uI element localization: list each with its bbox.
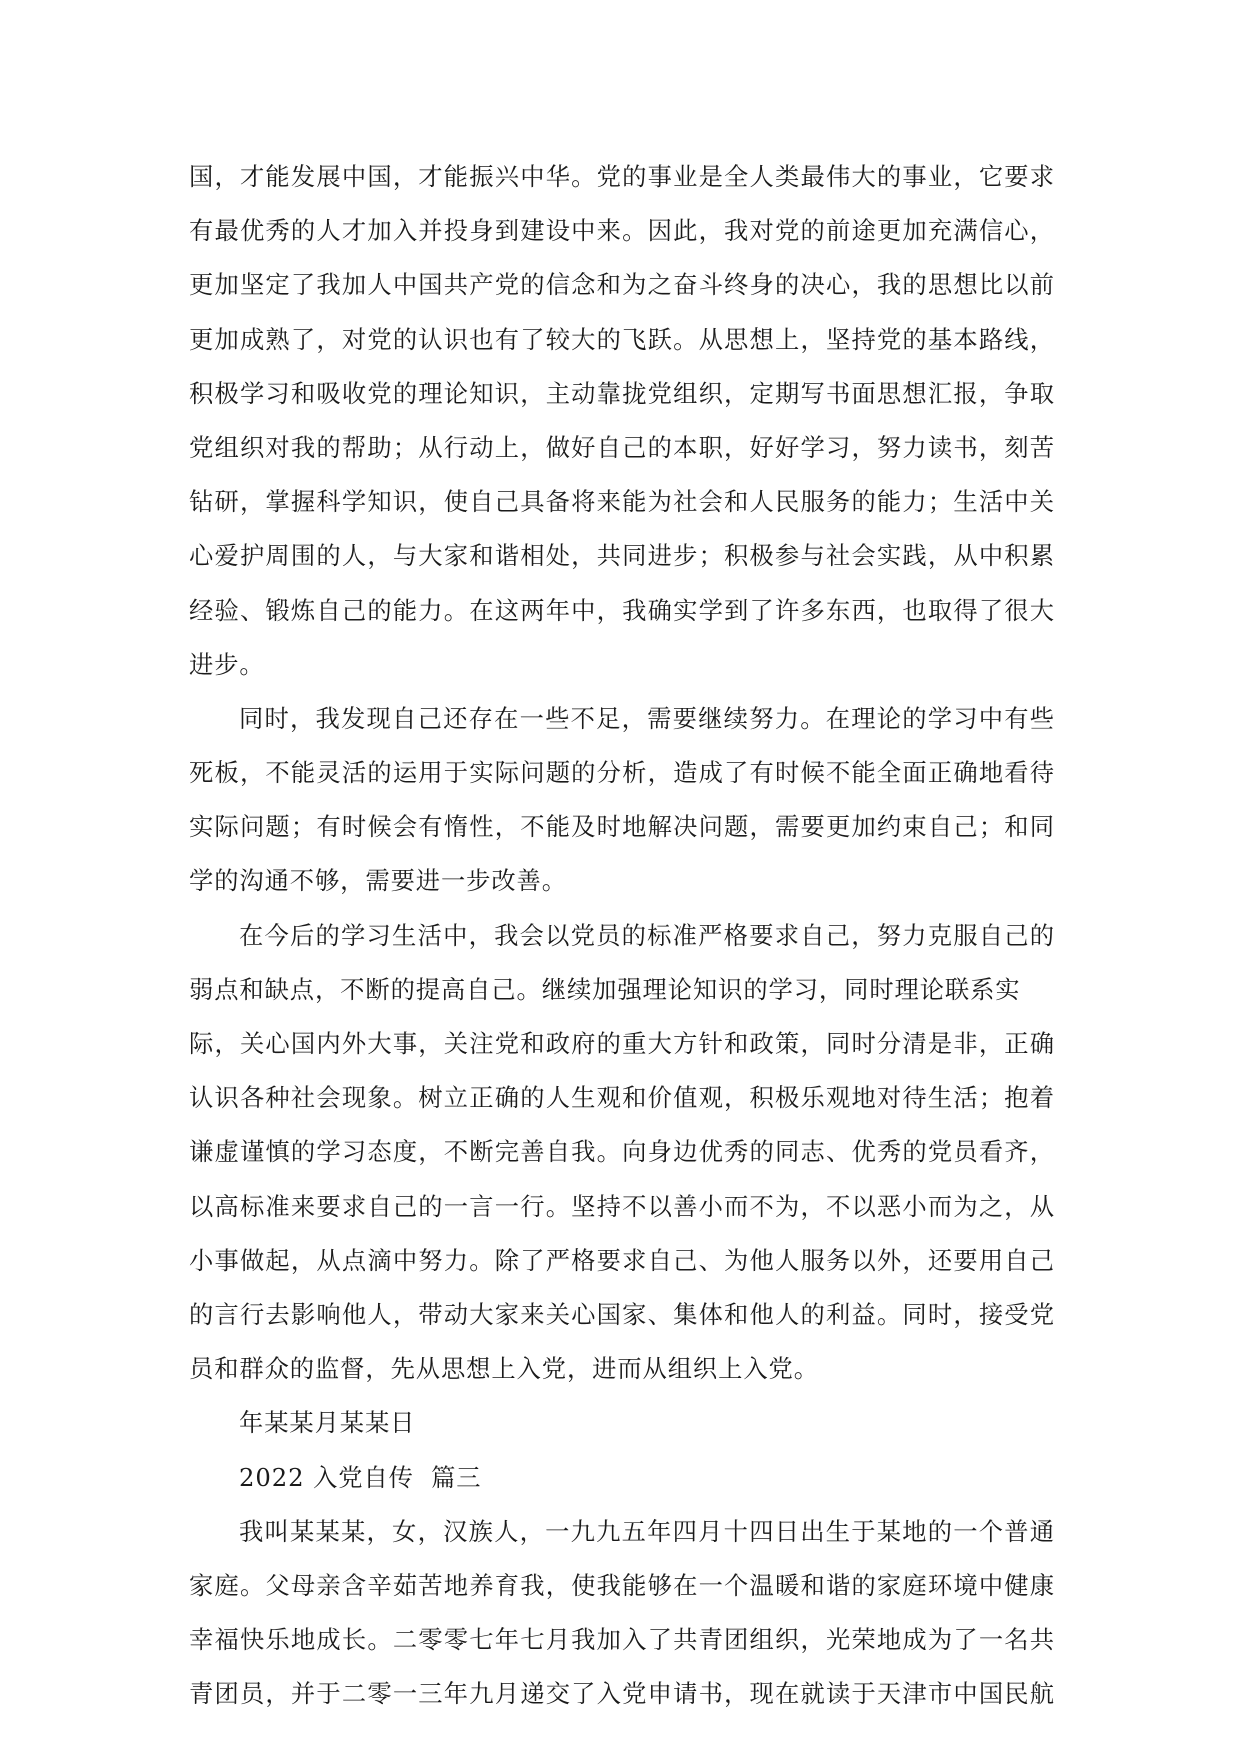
paragraph-first-line: 在今后的学习生活中，我会以党员的标准严格要求自己，努力克服自己的 <box>239 920 1055 950</box>
text-line: 国，才能发展中国，才能振兴中华。党的事业是全人类最伟大的事业，它要求 <box>189 162 1055 191</box>
text-line: 小事做起，从点滴中努力。除了严格要求自己、为他人服务以外，还要用自己 <box>189 1245 1055 1275</box>
text-line: 谦虚谨慎的学习态度，不断完善自我。向身边优秀的同志、优秀的党员看齐， <box>189 1137 1055 1167</box>
text-line: 弱点和缺点，不断的提高自己。继续加强理论知识的学习，同时理论联系实 <box>189 974 1021 1004</box>
text-line: 际，关心国内外大事，关注党和政府的重大方针和政策，同时分清是非，正确 <box>189 1029 1055 1058</box>
text-line: 家庭。父母亲含辛茹苦地养育我，使我能够在一个温暖和谐的家庭环境中健康 <box>189 1570 1055 1600</box>
paragraph-first-line: 我叫某某某，女，汉族人，一九九五年四月十四日出生于某地的一个普通 <box>239 1516 1055 1546</box>
body-text <box>189 150 1055 1721</box>
text-line: 的言行去影响他人，带动大家来关心国家、集体和他人的利益。同时，接受党 <box>189 1299 1055 1329</box>
paragraph-first-line: 同时，我发现自己还存在一些不足，需要继续努力。在理论的学习中有些 <box>239 703 1055 733</box>
text-line: 心爱护周围的人，与大家和谐相处，共同进步；积极参与社会实践，从中积累 <box>189 541 1055 571</box>
text-line: 幸福快乐地成长。二零零七年七月我加入了共青团组织，光荣地成为了一名共 <box>189 1625 1055 1655</box>
text-line: 更加成熟了，对党的认识也有了较大的飞跃。从思想上，坚持党的基本路线， <box>189 324 1055 354</box>
date-line: 年某某月某某日 <box>239 1408 416 1438</box>
text-line: 学的沟通不够，需要进一步改善。 <box>189 866 567 896</box>
text-line: 死板，不能灵活的运用于实际问题的分析，造成了有时候不能全面正确地看待 <box>189 758 1055 788</box>
text-line: 更加坚定了我加人中国共产党的信念和为之奋斗终身的决心，我的思想比以前 <box>189 270 1055 300</box>
text-line: 认识各种社会现象。树立正确的人生观和价值观，积极乐观地对待生活；抱着 <box>189 1083 1055 1113</box>
text-line: 党组织对我的帮助；从行动上，做好自己的本职，好好学习，努力读书，刻苦 <box>189 432 1055 462</box>
text-line: 经验、锻炼自己的能力。在这两年中，我确实学到了许多东西，也取得了很大 <box>189 595 1055 625</box>
text-line: 有最优秀的人才加入并投身到建设中来。因此，我对党的前途更加充满信心， <box>189 216 1055 246</box>
text-line: 员和群众的监督，先从思想上入党，进而从组织上入党。 <box>189 1354 819 1384</box>
text-line: 进步。 <box>189 649 265 679</box>
text-line: 钻研，掌握科学知识，使自己具备将来能为社会和人民服务的能力；生活中关 <box>189 487 1055 517</box>
section-heading: 2022 入党自传 篇三 <box>239 1462 482 1492</box>
text-line: 青团员，并于二零一三年九月递交了入党申请书，现在就读于天津市中国民航 <box>189 1679 1055 1709</box>
text-line: 积极学习和吸收党的理论知识，主动靠拢党组织，定期写书面思想汇报，争取 <box>189 378 1055 408</box>
text-line: 实际问题；有时候会有惰性，不能及时地解决问题，需要更加约束自己；和同 <box>189 812 1055 842</box>
text-line: 以高标准来要求自己的一言一行。坚持不以善小而不为，不以恶小而为之，从 <box>189 1191 1055 1221</box>
